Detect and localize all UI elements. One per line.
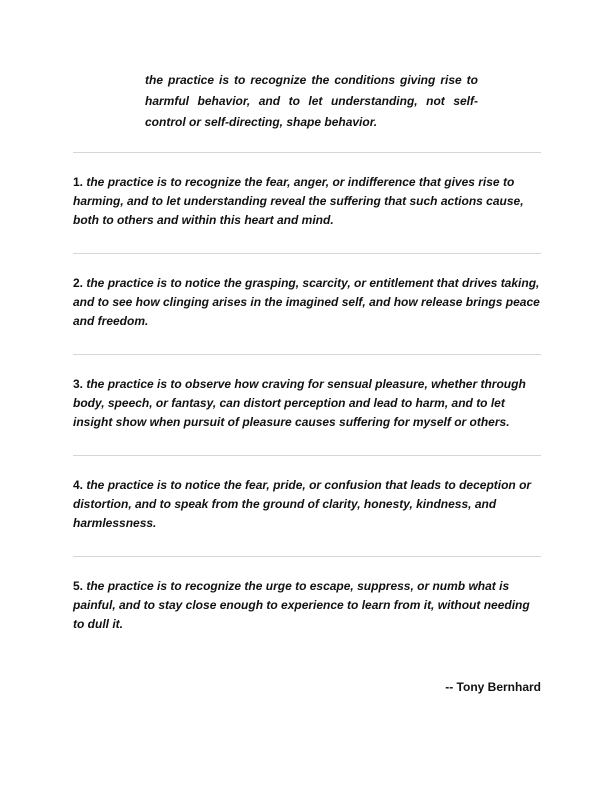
precept-number: 5. [73,579,84,593]
precept-text: the practice is to recognize the fear, anger, or indifference that gives rise to harming, and to let understanding reveal the suffering that such actions cause, both to others and within this heart and mind. [73,175,524,227]
precept-number: 4. [73,478,84,492]
precept-text: the practice is to notice the fear, pride, or confusion that leads to deception or distortion, and to speak from the ground of clarity, honesty, kindness, and harmlessness. [73,478,532,530]
precept-number: 2. [73,276,84,290]
precept-text: the practice is to observe how craving for sensual pleasure, whether through body, speech, or fantasy, can distort perception and lead to harm, and to let insight show when pursuit of pleasure causes suffering for myself or others. [73,377,526,429]
precept-number: 3. [73,377,84,391]
precept-item-5 [73,577,541,634]
divider [73,253,541,254]
precept-item-1 [73,173,541,230]
precept-number: 1. [73,175,84,189]
precept-item-3 [73,375,541,432]
attribution: -- Tony Bernhard [445,680,541,694]
divider [73,556,541,557]
divider [73,354,541,355]
divider [73,152,541,153]
precept-text: the practice is to notice the grasping, scarcity, or entitlement that drives taking, and to see how clinging arises in the imagined self, and how release brings peace and freedom. [73,276,540,328]
precept-item-4 [73,476,541,533]
precept-text: the practice is to recognize the urge to escape, suppress, or numb what is painful, and to stay close enough to experience to learn from it, without needing to dull it. [73,579,530,631]
intro-paragraph: the practice is to recognize the conditions giving rise to harmful behavior, and to let understanding, not self-control or self-directing, shape behavior. [145,73,478,129]
precept-item-2 [73,274,541,331]
divider [73,455,541,456]
